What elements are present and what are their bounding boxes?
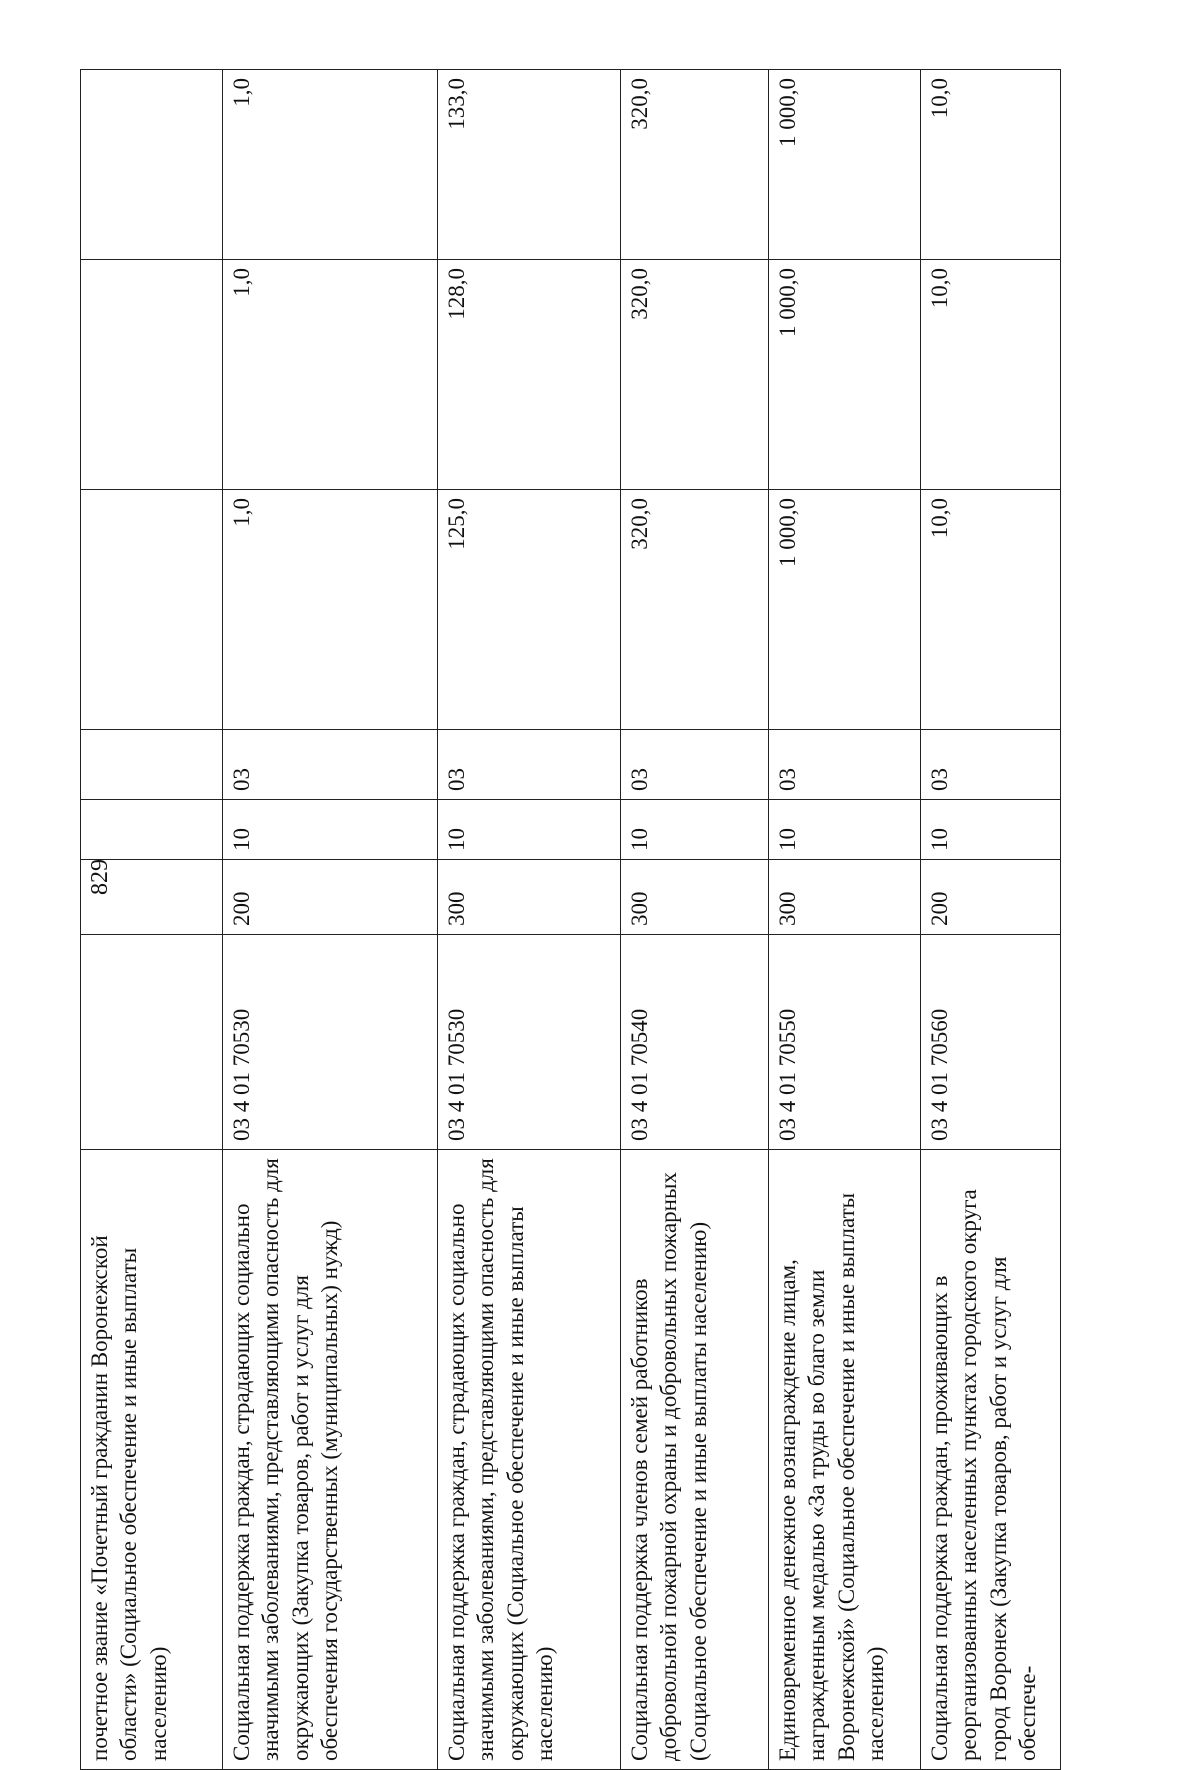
amount-year-3	[81, 70, 223, 260]
amount-year-2: 10,0	[921, 260, 1061, 490]
subsection-code: 03	[621, 730, 769, 800]
amount-year-1: 1 000,0	[769, 490, 921, 730]
table-row	[621, 70, 769, 1770]
amount-year-2: 1 000,0	[769, 260, 921, 490]
section-code: 10	[921, 800, 1061, 860]
target-article-code: 03 4 01 70550	[769, 935, 921, 1150]
target-article-code: 03 4 01 70540	[621, 935, 769, 1150]
target-article-code: 03 4 01 70560	[921, 935, 1061, 1150]
subsection-code: 03	[438, 730, 621, 800]
amount-year-1: 10,0	[921, 490, 1061, 730]
amount-year-2: 1,0	[223, 260, 438, 490]
row-description: Социальная поддержка членов семей работников добровольной пожарной охраны и добровольных пожарных (Социальное обеспечение и иные выплаты населению)	[621, 1150, 769, 1770]
table-row	[223, 70, 438, 1770]
subsection-code: 03	[769, 730, 921, 800]
subsection-code	[81, 730, 223, 800]
page-number: 829	[87, 859, 113, 895]
table-row	[769, 70, 921, 1770]
section-code	[81, 800, 223, 860]
subsection-code: 03	[223, 730, 438, 800]
amount-year-2: 320,0	[621, 260, 769, 490]
row-description: Социальная поддержка граждан, проживающих в реорганизованных населенных пунктах городского округа город Воронеж (Закупка товаров, работ и услуг для обеспече-	[921, 1150, 1061, 1770]
expense-type-code: 300	[438, 860, 621, 935]
row-description: почетное звание «Почетный гражданин Воронежской области» (Социальное обеспечение и иные выплаты населению)	[81, 1150, 223, 1770]
section-code: 10	[769, 800, 921, 860]
row-description: Социальная поддержка граждан, страдающих социально значимыми заболеваниями, представляющими опасность для окружающих (Социальное обеспечение и иные выплаты населению)	[438, 1150, 621, 1770]
expense-type-code: 200	[921, 860, 1061, 935]
row-description: Социальная поддержка граждан, страдающих социально значимыми заболеваниями, представляющими опасность для окружающих (Закупка товаров, работ и услуг для обеспечения государственных (муниципальных) нужд)	[223, 1150, 438, 1770]
section-code: 10	[223, 800, 438, 860]
expense-type-code: 200	[223, 860, 438, 935]
expense-type-code: 300	[769, 860, 921, 935]
target-article-code	[81, 935, 223, 1150]
table-row	[438, 70, 621, 1770]
budget-table	[80, 69, 1061, 1770]
amount-year-1	[81, 490, 223, 730]
section-code: 10	[438, 800, 621, 860]
amount-year-1: 1,0	[223, 490, 438, 730]
target-article-code: 03 4 01 70530	[438, 935, 621, 1150]
subsection-code: 03	[921, 730, 1061, 800]
amount-year-1: 125,0	[438, 490, 621, 730]
expense-type-code	[81, 860, 223, 935]
amount-year-3: 133,0	[438, 70, 621, 260]
amount-year-2	[81, 260, 223, 490]
amount-year-3: 320,0	[621, 70, 769, 260]
rotated-page-content	[80, 70, 1120, 1770]
expense-type-code: 300	[621, 860, 769, 935]
amount-year-3: 1,0	[223, 70, 438, 260]
amount-year-1: 320,0	[621, 490, 769, 730]
table-row	[921, 70, 1061, 1770]
target-article-code: 03 4 01 70530	[223, 935, 438, 1150]
section-code: 10	[621, 800, 769, 860]
amount-year-3: 10,0	[921, 70, 1061, 260]
table-row	[81, 70, 223, 1770]
amount-year-3: 1 000,0	[769, 70, 921, 260]
row-description: Единовременное денежное вознаграждение лицам, награжденным медалью «За труды во благо земли Воронежской» (Социальное обеспечение и иные выплаты населению)	[769, 1150, 921, 1770]
amount-year-2: 128,0	[438, 260, 621, 490]
